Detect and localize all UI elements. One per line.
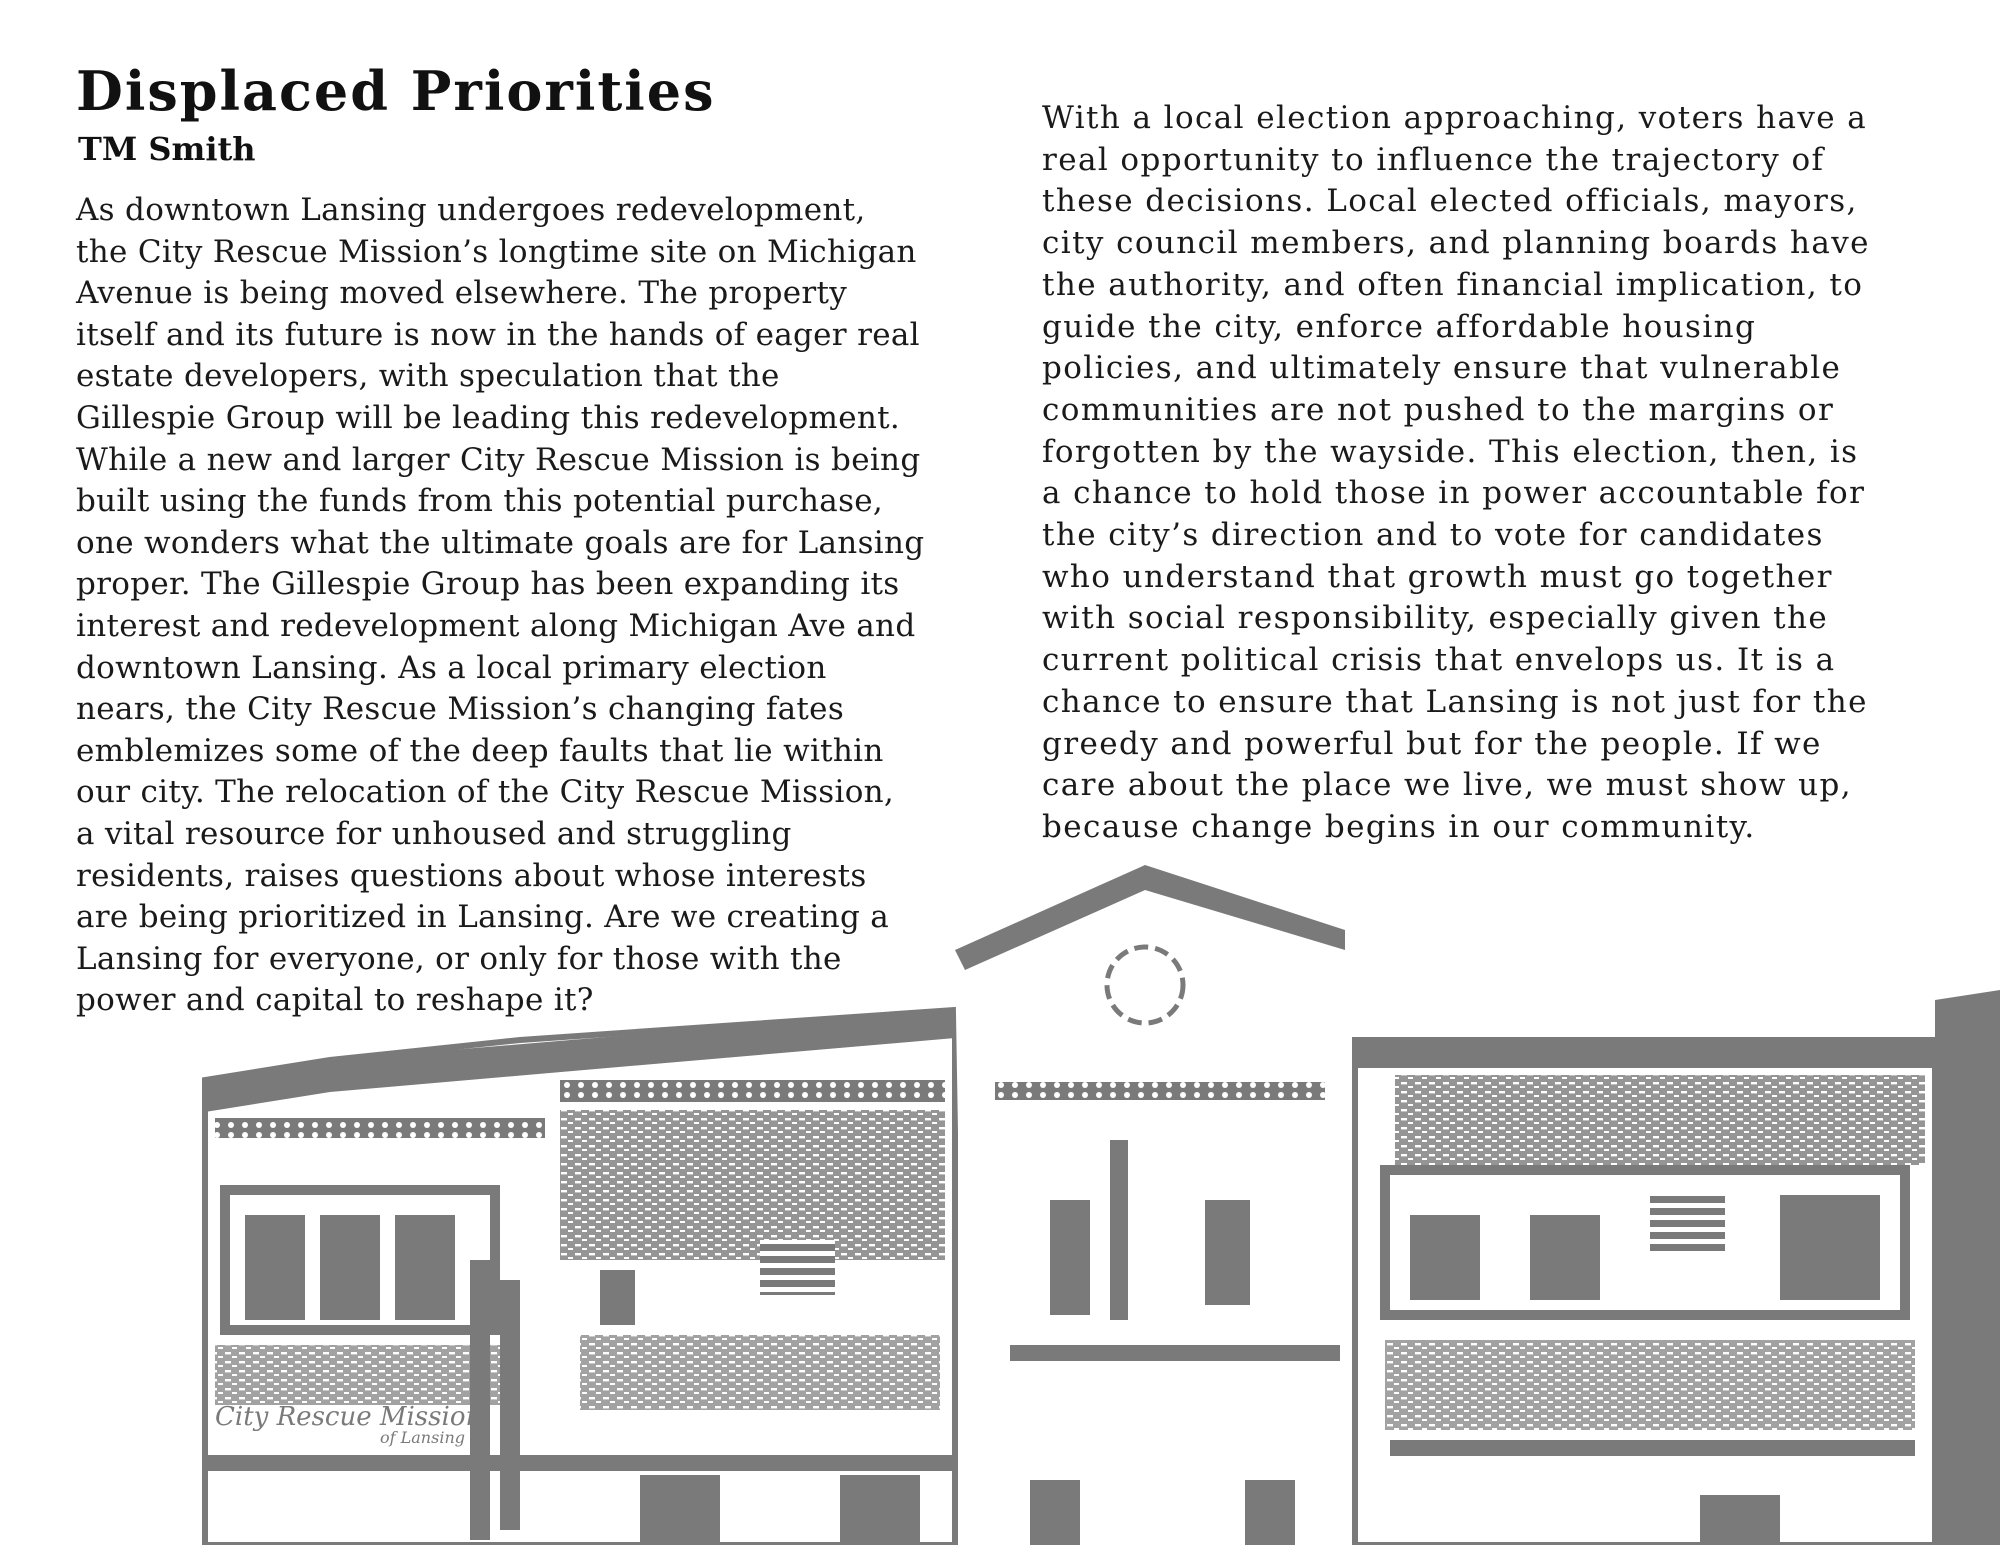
body-line: care about the place we live, we must show up, — [1042, 767, 1852, 804]
body-line: While a new and larger City Rescue Mission is being — [76, 441, 921, 478]
body-line: with social responsibility, especially given the — [1042, 600, 1829, 637]
body-line: who understand that growth must go together — [1042, 558, 1833, 595]
right-building — [1355, 990, 2000, 1545]
body-line: itself and its future is now in the hands of eager real — [76, 316, 920, 353]
body-line: current political crisis that envelops us. It is a — [1042, 642, 1836, 679]
body-line: downtown Lansing. As a local primary election — [76, 649, 827, 686]
body-line: a vital resource for unhoused and struggling — [76, 815, 792, 852]
body-line: built using the funds from this potential purchase, — [76, 483, 884, 520]
right-column — [1042, 98, 1942, 849]
body-line: greedy and powerful but for the people. If we — [1042, 725, 1822, 762]
body-line: chance to ensure that Lansing is not just for the — [1042, 683, 1868, 720]
mission-sign-text: City Rescue Mission — [215, 1402, 483, 1432]
body-line: As downtown Lansing undergoes redevelopment, — [76, 192, 866, 228]
body-line: city council members, and planning boards have — [1042, 225, 1870, 262]
article-author: TM Smith — [78, 130, 256, 168]
left-building — [205, 1008, 955, 1545]
body-line: forgotten by the wayside. This election, then, is — [1042, 433, 1859, 470]
body-line: residents, raises questions about whose interests — [76, 857, 867, 894]
body-line: Gillespie Group will be leading this redevelopment. — [76, 399, 901, 436]
body-line: these decisions. Local elected officials, mayors, — [1042, 183, 1858, 220]
body-line: communities are not pushed to the margins or — [1042, 391, 1835, 428]
body-line: the city’s direction and to vote for candidates — [1042, 517, 1824, 554]
body-line: a chance to hold those in power accountable for — [1042, 475, 1866, 512]
body-line: are being prioritized in Lansing. Are we creating a — [76, 899, 890, 936]
body-line: real opportunity to influence the trajectory of — [1042, 141, 1825, 178]
body-line: the City Rescue Mission’s longtime site on Michigan — [76, 233, 917, 270]
body-line: With a local election approaching, voters have a — [1042, 100, 1868, 136]
body-line: nears, the City Rescue Mission’s changing fates — [76, 691, 845, 728]
body-line: one wonders what the ultimate goals are for Lansing — [76, 524, 925, 561]
body-line: estate developers, with speculation that the — [76, 358, 780, 395]
body-line: Avenue is being moved elsewhere. The property — [76, 275, 848, 312]
body-line: our city. The relocation of the City Rescue Mission, — [76, 774, 895, 811]
storefront-illustration — [0, 860, 2000, 1545]
body-line: proper. The Gillespie Group has been expanding its — [76, 566, 900, 603]
mission-sign-subtext: of Lansing — [380, 1428, 465, 1447]
body-line: policies, and ultimately ensure that vulnerable — [1042, 350, 1842, 387]
body-line: interest and redevelopment along Michigan Ave and — [76, 607, 916, 644]
body-line: power and capital to reshape it? — [76, 982, 594, 1019]
body-line: because change begins in our community. — [1042, 808, 1756, 845]
center-building — [955, 865, 1355, 1545]
body-line: emblemizes some of the deep faults that lie within — [76, 732, 884, 769]
article-title: Displaced Priorities — [76, 59, 716, 123]
body-line: guide the city, enforce affordable housing — [1042, 308, 1757, 345]
body-line: the authority, and often financial implication, to — [1042, 266, 1864, 303]
body-line: Lansing for everyone, or only for those with the — [76, 940, 842, 977]
